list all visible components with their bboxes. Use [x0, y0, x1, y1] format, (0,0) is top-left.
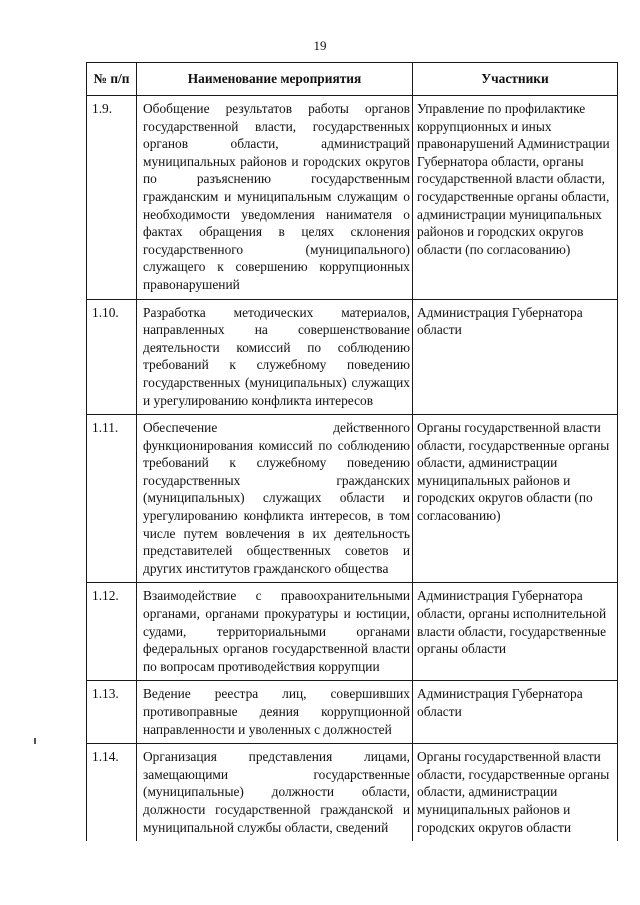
row-number: 1.12.	[87, 583, 137, 681]
row-number: 1.9.	[87, 96, 137, 300]
row-number: 1.10.	[87, 299, 137, 415]
header-participants: Участники	[413, 63, 618, 96]
scan-speck	[34, 738, 36, 744]
event-name: Обеспечение действенного функционирования комиссий по соблюдению требований к служебному поведению государственных гражданских (муниципальных) служащих области и урегулированию конфликта интересов, в том числе путем вовлечения в их деятельность представителей общественных советов и других институтов гражданского общества	[137, 415, 413, 583]
event-name: Разработка методических материалов, направленных на совершенствование деятельности комиссий по соблюдению требований к служебному поведению государственных (муниципальных) служащих и урегулированию конфликта интересов	[137, 299, 413, 415]
event-participants: Администрация Губернатора области, органы исполнительной власти области, государственные органы области	[413, 583, 618, 681]
table-row	[87, 96, 618, 300]
event-name: Взаимодействие с правоохранительными органами, органами прокуратуры и юстиции, судами, территориальными органами федеральных органов государственной власти по вопросам противодействия коррупции	[137, 583, 413, 681]
event-participants: Управление по профилактике коррупционных и иных правонарушений Администрации Губернатора области, органы государственной власти области, государственные органы области, администрации муниципальных районов и городских округов области (по согласованию)	[413, 96, 618, 300]
row-number: 1.13.	[87, 681, 137, 744]
table-row	[87, 415, 618, 583]
event-name: Организация представления лицами, замещающими государственные (муниципальные) должности области, должности государственной гражданской и муниципальной службы области, сведений	[137, 744, 413, 841]
table-row	[87, 681, 618, 744]
event-participants: Администрация Губернатора области	[413, 299, 618, 415]
events-table	[86, 62, 618, 841]
header-name: Наименование мероприятия	[137, 63, 413, 96]
event-name: Обобщение результатов работы органов государственной власти, государственных органов области, администраций муниципальных районов и городских округов по разъяснению государственным гражданским и муниципальным служащим о необходимости уведомления нанимателя о фактах обращения в целях склонения государственного (муниципального) служащего к совершению коррупционных правонарушений	[137, 96, 413, 300]
event-participants: Органы государственной власти области, государственные органы области, администрации муниципальных районов и городских округов области	[413, 744, 618, 841]
table-row	[87, 299, 618, 415]
table-row	[87, 744, 618, 841]
row-number: 1.14.	[87, 744, 137, 841]
event-name: Ведение реестра лиц, совершивших противоправные деяния коррупционной направленности и уволенных с должностей	[137, 681, 413, 744]
event-participants: Органы государственной власти области, государственные органы области, администрации муниципальных районов и городских округов области (по согласованию)	[413, 415, 618, 583]
page-number: 19	[313, 38, 327, 53]
header-num: № п/п	[87, 63, 137, 96]
table-header-row	[87, 63, 618, 96]
event-participants: Администрация Губернатора области	[413, 681, 618, 744]
table-row	[87, 583, 618, 681]
row-number: 1.11.	[87, 415, 137, 583]
